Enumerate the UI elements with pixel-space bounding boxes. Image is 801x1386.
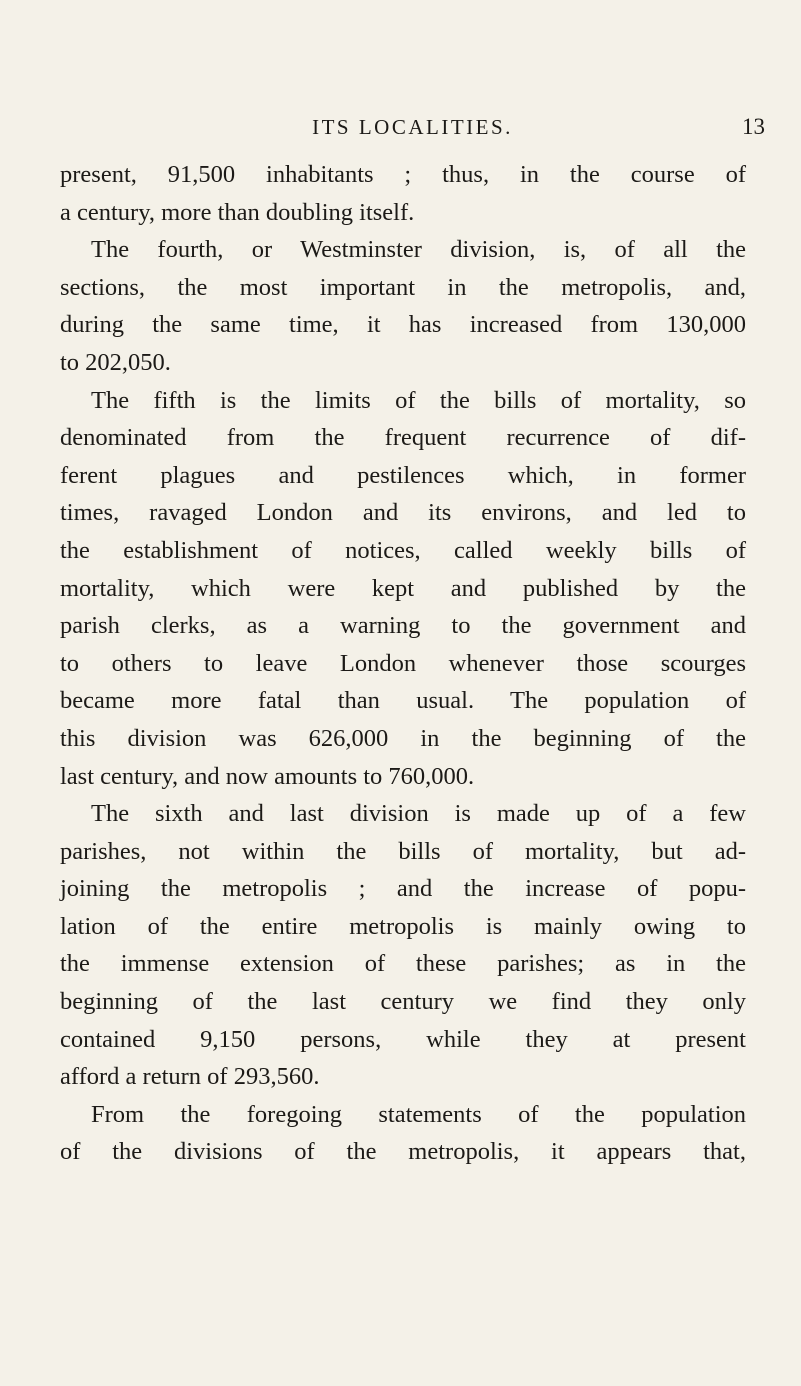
text-line: times, ravaged London and its environs, and led to [60,499,746,527]
text-line: parishes, not within the bills of mortality, but ad- [60,837,746,865]
running-title: ITS LOCALITIES. [312,115,513,139]
text-line: present, 91,500 inhabitants ; thus, in the course of [60,161,746,188]
text-line: a century, more than doubling itself. [60,198,415,226]
text-line: The fifth is the limits of the bills of mortality, so [91,386,746,414]
text-line: beginning of the last century we find they only [60,988,746,1016]
text-line: to 202,050. [60,348,171,376]
text-line: joining the metropolis ; and the increase of popu- [60,875,746,903]
text-line: this division was 626,000 in the beginning of the [60,724,746,752]
text-line: contained 9,150 persons, while they at present [60,1025,746,1053]
text-line: sections, the most important in the metropolis, and, [60,273,746,301]
text-line: became more fatal than usual. The population of [60,687,746,715]
text-line: lation of the entire metropolis is mainly owing to [60,912,746,940]
text-line: The sixth and last division is made up of a few [91,800,746,828]
text-line: From the foregoing statements of the population [91,1100,746,1128]
text-line: parish clerks, as a warning to the government and [60,612,746,640]
running-head [60,112,765,142]
text-line: to others to leave London whenever those scourges [60,649,746,677]
text-line: denominated from the frequent recurrence of dif- [60,424,746,452]
text-line: during the same time, it has increased from 130,000 [60,311,746,339]
text-line: ferent plagues and pestilences which, in former [60,461,746,489]
text-line: the immense extension of these parishes; as in the [60,950,746,978]
body-text [60,156,746,1171]
text-line: last century, and now amounts to 760,000. [60,762,475,790]
text-line: The fourth, or Westminster division, is, of all the [91,236,746,264]
page-number: 13 [742,114,765,139]
text-line: of the divisions of the metropolis, it appears that, [60,1138,746,1166]
text-line: afford a return of 293,560. [60,1063,320,1091]
text-line: mortality, which were kept and published by the [60,574,746,602]
text-line: the establishment of notices, called weekly bills of [60,536,746,564]
